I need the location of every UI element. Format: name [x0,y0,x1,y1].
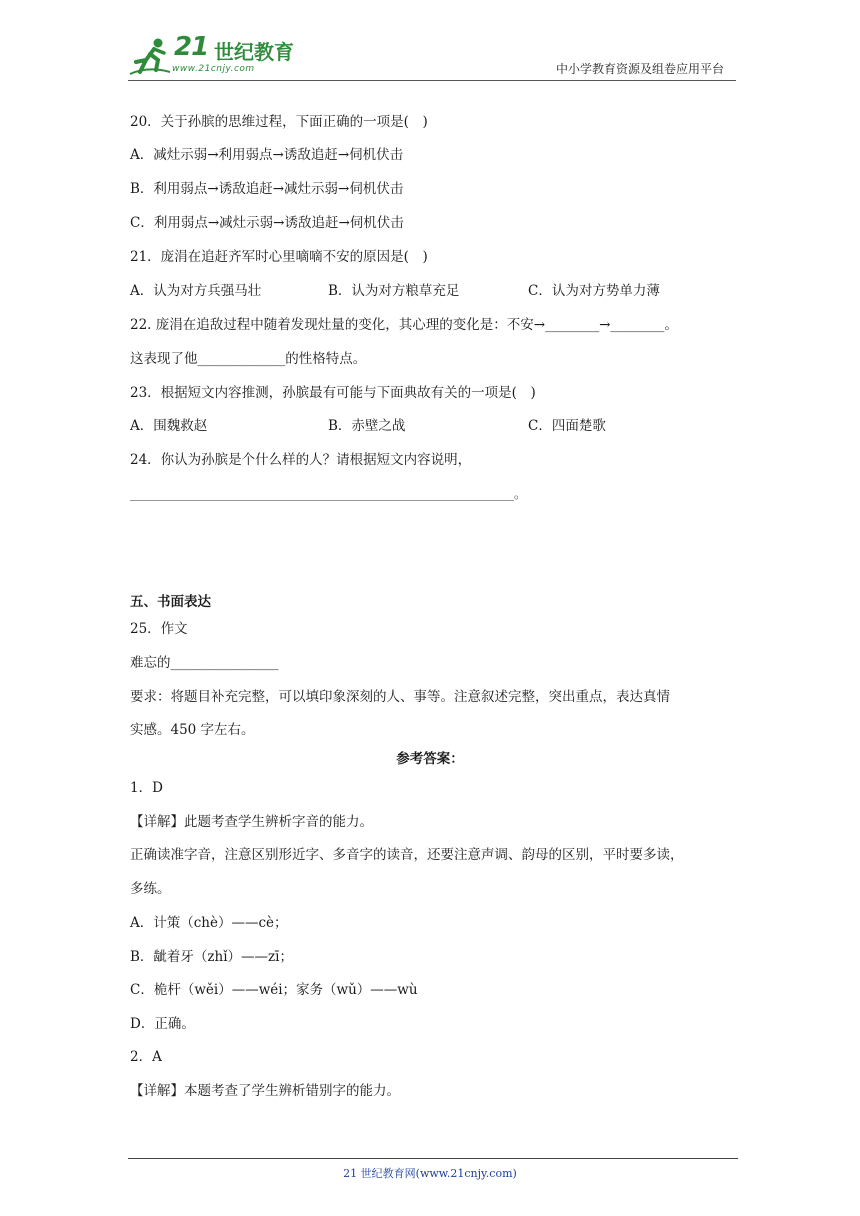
question-21-option-a: A．认为对方兵强马壮 [130,283,262,299]
question-21-option-c: C．认为对方势单力薄 [528,283,660,299]
section-5-title: 五、书面表达 [130,594,211,610]
question-25-title: 难忘的________________ [130,655,279,671]
page-header [128,34,736,81]
header-platform-text: 中小学教育资源及组卷应用平台 [555,62,724,76]
question-23-stem: 23．根据短文内容推测，孙膑最有可能与下面典故有关的一项是( ) [130,385,536,401]
question-23-option-c: C．四面楚歌 [528,418,606,434]
question-23-option-b: B．赤壁之战 [328,418,406,434]
logo-url: www.21cnjy.com [172,64,255,74]
question-20-stem: 20．关于孙膑的思维过程，下面正确的一项是( ) [130,114,428,130]
answer-1-item-a: A．计策（chè）——cè； [130,915,288,931]
answer-1-item-b: B．龇着牙（zhǐ）——zī； [130,949,293,965]
question-22-line2: 这表现了他_____________的性格特点。 [130,351,367,367]
question-25-requirement-line1: 要求：将题目补充完整，可以填印象深刻的人、事等。注意叙述完整，突出重点，表达真情 [130,689,670,705]
answer-1: 1．D [130,780,163,796]
answer-1-explanation-line2: 多练。 [130,881,171,897]
logo-text: 世纪教育 [214,40,294,64]
question-21-option-b: B．认为对方粮草充足 [328,283,460,299]
logo-number: 21 [174,32,209,62]
runner-logo-icon [128,36,172,76]
question-25-stem: 25．作文 [130,621,188,637]
answer-1-item-d: D．正确。 [130,1016,195,1032]
answer-1-item-c: C．桅杆（wěi）——wéi；家务（wǔ）——wù [130,982,418,998]
answer-1-explanation-line1: 正确读准字音，注意区别形近字、多音字的读音，还要注意声调、韵母的区别，平时要多读， [130,847,684,863]
footer-divider [128,1158,738,1159]
question-21-stem: 21．庞涓在追赶齐军时心里嘀嘀不安的原因是( ) [130,249,428,265]
answer-1-detail: 【详解】此题考查学生辨析字音的能力。 [130,814,373,830]
logo [128,34,298,78]
footer-text: 21 世纪教育网(www.21cnjy.com) [343,1167,517,1180]
answer-2: 2．A [130,1049,162,1065]
question-24-stem: 24．你认为孙膑是个什么样的人？请根据短文内容说明， [130,452,472,468]
question-20-option-b: B．利用弱点→诱敌追赶→减灶示弱→伺机伏击 [130,181,404,197]
question-22-line1: 22. 庞涓在追敌过程中随着发现灶量的变化，其心理的变化是：不安→________→________。 [130,317,678,333]
answer-2-detail: 【详解】本题考查了学生辨析错别字的能力。 [130,1083,400,1099]
answers-title: 参考答案： [396,751,464,767]
question-20-option-c: C．利用弱点→减灶示弱→诱敌追赶→伺机伏击 [130,215,404,231]
question-23-option-a: A．围魏救赵 [130,418,208,434]
question-25-requirement-line2: 实感。450 字左右。 [130,722,255,738]
question-20-option-a: A．减灶示弱→利用弱点→诱敌追赶→伺机伏击 [130,147,404,163]
question-24-answer-blank: ________________________________________________________________。 [130,487,527,501]
